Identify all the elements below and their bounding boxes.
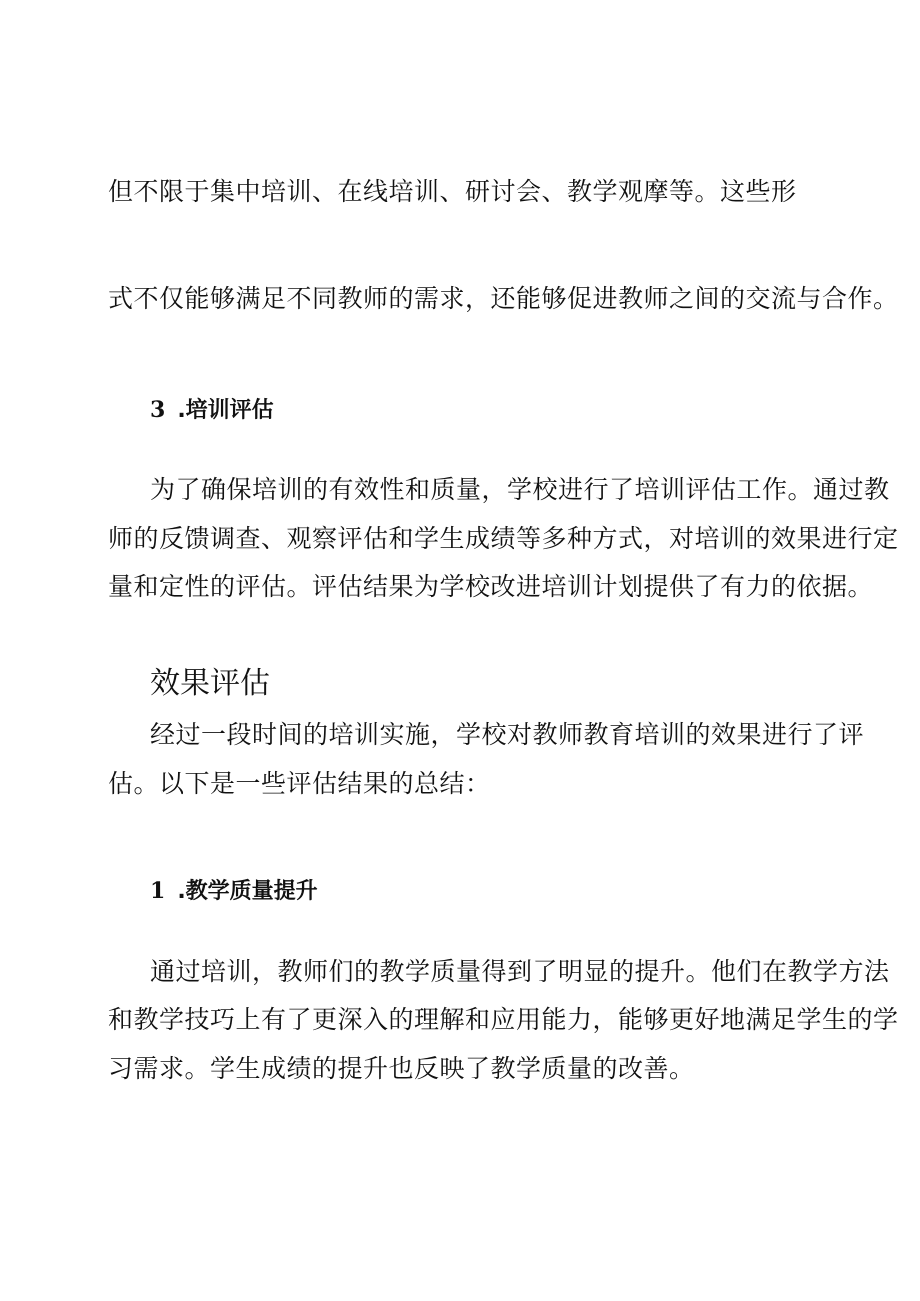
training-evaluation-line-2: 师的反馈调查、观察评估和学生成绩等多种方式，对培训的效果进行定: [108, 524, 899, 553]
intro-line-2: 式不仅能够满足不同教师的需求，还能够促进教师之间的交流与合作。: [108, 284, 899, 313]
effect-evaluation-line-1: 经过一段时间的培训实施，学校对教师教育培训的效果进行了评: [150, 720, 865, 749]
effect-evaluation-line-2: 估。以下是一些评估结果的总结：: [108, 769, 491, 798]
training-evaluation-number: 3: [150, 397, 166, 423]
training-evaluation-line-1: 为了确保培训的有效性和质量，学校进行了培训评估工作。通过教: [150, 475, 890, 504]
teaching-quality-number: 1: [150, 878, 166, 904]
training-evaluation-title: .培训评估: [177, 398, 274, 423]
training-evaluation-heading: [150, 395, 274, 426]
teaching-quality-line-1: 通过培训，教师们的教学质量得到了明显的提升。他们在教学方法: [150, 957, 890, 986]
teaching-quality-line-2: 和教学技巧上有了更深入的理解和应用能力，能够更好地满足学生的学: [108, 1005, 899, 1034]
teaching-quality-title: .教学质量提升: [177, 879, 318, 904]
teaching-quality-line-3: 习需求。学生成绩的提升也反映了教学质量的改善。: [108, 1054, 695, 1083]
intro-line-1: 但不限于集中培训、在线培训、研讨会、教学观摩等。这些形: [108, 177, 797, 206]
effect-evaluation-title: 效果评估: [150, 666, 270, 701]
training-evaluation-line-3: 量和定性的评估。评估结果为学校改进培训计划提供了有力的依据。: [108, 572, 874, 601]
teaching-quality-heading: [150, 876, 318, 907]
